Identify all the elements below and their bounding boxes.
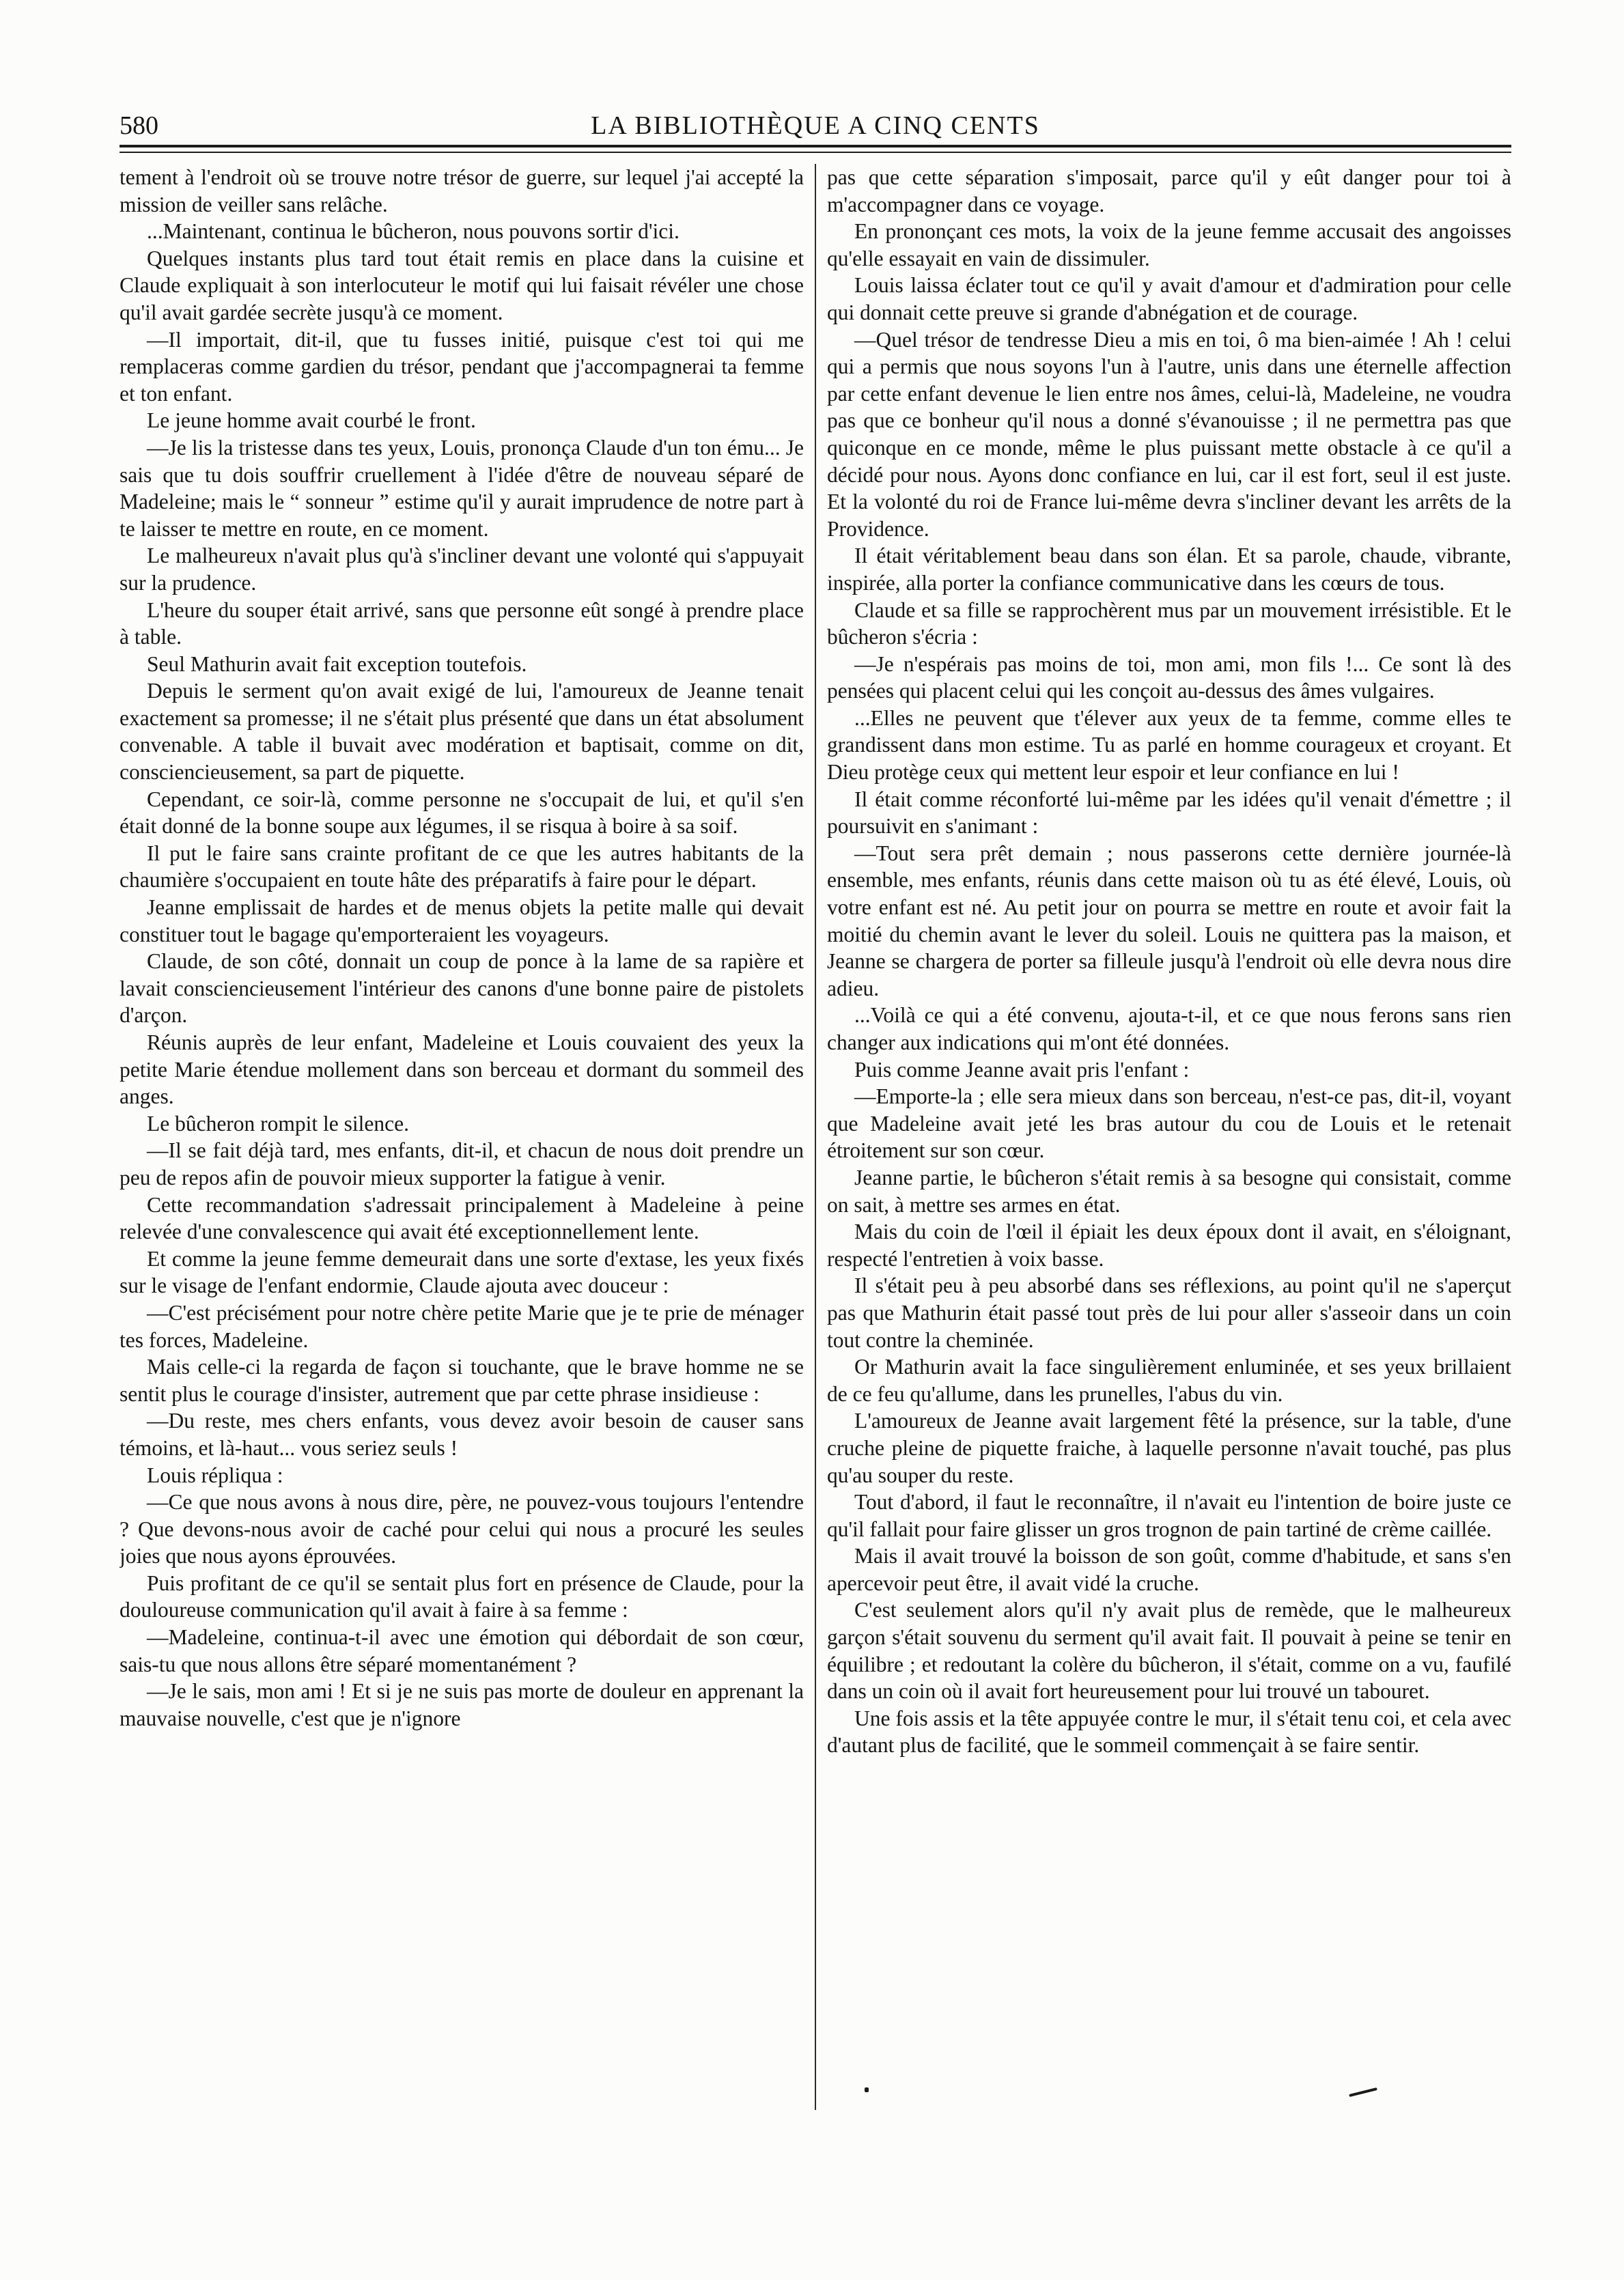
paragraph: —Je le sais, mon ami ! Et si je ne suis pas morte de douleur en apprenant la mauvaise nouvelle, c'est que je n'ignore [120,1679,804,1730]
running-title: LA BIBLIOTHÈQUE A CINQ CENTS [591,111,1040,140]
ink-dot-mark [865,2087,869,2092]
paragraph: tement à l'endroit où se trouve notre trésor de guerre, sur lequel j'ai accepté la mission de veiller sans relâche. [120,165,804,216]
paragraph: —Tout sera prêt demain ; nous passerons cette dernière journée-là ensemble, mes enfants, réunis dans cette maison où tu as été élevé, Louis, où votre enfant est né. Au petit jour on pourra se mettre en route et avoir fait la moitié du chemin avant le lever du soleil. Louis ne quittera pas la maison, et Jeanne se chargera de porter sa filleule jusqu'à l'endroit où elle devra nous dire adieu. [827,841,1511,1000]
paragraph: —Il se fait déjà tard, mes enfants, dit-il, et chacun de nous doit prendre un peu de repos afin de pouvoir mieux supporter la fatigue à venir. [120,1138,804,1190]
paragraph: Le jeune homme avait courbé le front. [147,408,476,433]
header-rule-thin [120,152,1511,153]
paragraph: ...Voilà ce qui a été convenu, ajouta-t-il, et ce que nous ferons sans rien changer aux indications qui m'ont été données. [827,1003,1511,1054]
paragraph: Jeanne emplissait de hardes et de menus objets la petite malle qui devait constituer tout le bagage qu'emporteraient les voyageurs. [120,895,804,946]
paragraph: Il était véritablement beau dans son élan. Et sa parole, chaude, vibrante, inspirée, alla porter la confiance communicative dans les cœurs de tous. [827,544,1511,595]
paragraph: Mais celle-ci la regarda de façon si touchante, que le brave homme ne se sentit plus le courage d'insister, autrement que par cette phrase insidieuse : [120,1355,804,1406]
paragraph: —Je n'espérais pas moins de toi, mon ami, mon fils !... Ce sont là des pensées qui placent celui qui les conçoit au-dessus des âmes vulgaires. [827,651,1511,703]
paragraph: Il put le faire sans crainte profitant de ce que les autres habitants de la chaumière s'occupaient en toute hâte des préparatifs à faire pour le départ. [120,841,804,892]
paragraph: Mais il avait trouvé la boisson de son goût, comme d'habitude, et sans s'en apercevoir peut être, il avait vidé la cruche. [827,1544,1511,1595]
column-divider [815,164,816,2110]
paragraph: Louis laissa éclater tout ce qu'il y avait d'amour et d'admiration pour celle qui donnait cette preuve si grande d'abnégation et de courage. [827,273,1511,324]
paragraph: Louis répliqua : [147,1463,283,1487]
paragraph: Depuis le serment qu'on avait exigé de lui, l'amoureux de Jeanne tenait exactement sa promesse; il ne s'était plus présenté que dans un état absolument convenable. A table il buvait avec modération et baptisait, comme on dit, consciencieusement, sa part de piquette. [120,679,804,785]
paragraph: Réunis auprès de leur enfant, Madeleine et Louis couvaient des yeux la petite Marie étendue mollement dans son berceau et dormant du sommeil des anges. [120,1030,804,1109]
paragraph: pas que cette séparation s'imposait, parce qu'il y eût danger pour toi à m'accompagner dans ce voyage. [827,165,1511,216]
paragraph: Et comme la jeune femme demeurait dans une sorte d'extase, les yeux fixés sur le visage de l'enfant endormie, Claude ajouta avec douceur : [120,1246,804,1298]
paragraph: Seul Mathurin avait fait exception toutefois. [147,651,527,676]
paragraph: C'est seulement alors qu'il n'y avait plus de remède, que le malheureux garçon s'était souvenu du serment qu'il avait fait. Il pouvait à peine se tenir en équilibre ; et redoutant la colère du bûcheron, il s'était, comme on a vu, faufilé dans un coin où il avait fort heureusement pour lui trouvé un tabouret. [827,1598,1511,1704]
paragraph: ...Elles ne peuvent que t'élever aux yeux de ta femme, comme elles te grandissent dans mon estime. Tu as parlé en homme courageux et croyant. Et Dieu protège ceux qui mettent leur espoir et leur confiance en lui ! [827,705,1511,785]
page-header [120,109,1511,142]
paragraph: —Je lis la tristesse dans tes yeux, Louis, prononça Claude d'un ton ému... Je sais que tu dois souffrir cruellement à l'idée d'être de nouveau séparé de Madeleine; mais le “ sonneur ” estime qu'il y aurait imprudence de notre part à te laisser te mettre en route, en ce moment. [120,435,804,541]
paragraph: —Il importait, dit-il, que tu fusses initié, puisque c'est toi qui me remplaceras comme gardien du trésor, pendant que j'accompagnerai ta femme et ton enfant. [120,327,804,406]
paragraph: Puis comme Jeanne avait pris l'enfant : [854,1057,1190,1082]
paragraph: Mais du coin de l'œil il épiait les deux époux dont il avait, en s'éloignant, respecté l'entretien à voix basse. [827,1220,1511,1271]
paragraph: ...Maintenant, continua le bûcheron, nous pouvons sortir d'ici. [147,219,680,244]
paragraph: Puis profitant de ce qu'il se sentait plus fort en présence de Claude, pour la douloureuse communication qu'il avait à faire à sa femme : [120,1571,804,1622]
paragraph: Le malheureux n'avait plus qu'à s'incliner devant une volonté qui s'appuyait sur la prudence. [120,544,804,595]
paragraph: En prononçant ces mots, la voix de la jeune femme accusait des angoisses qu'elle essayait en vain de dissimuler. [827,219,1511,270]
left-column [120,164,804,2117]
paragraph: Il était comme réconforté lui-même par les idées qu'il venait d'émettre ; il poursuivit en s'animant : [827,787,1511,839]
paragraph: Le bûcheron rompit le silence. [147,1111,409,1136]
paragraph: Claude, de son côté, donnait un coup de ponce à la lame de sa rapière et lavait consciencieusement l'intérieur des canons d'une bonne paire de pistolets d'arçon. [120,949,804,1028]
paragraph: L'heure du souper était arrivé, sans que personne eût songé à prendre place à table. [120,597,804,649]
paragraph: —Du reste, mes chers enfants, vous devez avoir besoin de causer sans témoins, et là-haut... vous seriez seuls ! [120,1409,804,1460]
paragraph: L'amoureux de Jeanne avait largement fêté la présence, sur la table, d'une cruche pleine de piquette fraiche, à laquelle personne n'avait touché, pas plus qu'au souper du reste. [827,1409,1511,1487]
header-rule-thick [120,145,1511,147]
paragraph: Il s'était peu à peu absorbé dans ses réflexions, au point qu'il ne s'aperçut pas que Mathurin était passé tout près de lui pour aller s'asseoir dans un coin tout contre la cheminée. [827,1273,1511,1352]
paragraph: Cette recommandation s'adressait principalement à Madeleine à peine relevée d'une convalescence qui avait été exceptionnellement lente. [120,1192,804,1244]
paragraph: Jeanne partie, le bûcheron s'était remis à sa besogne qui consistait, comme on sait, à mettre ses armes en état. [827,1165,1511,1217]
right-column [827,164,1511,2117]
paragraph: —Ce que nous avons à nous dire, père, ne pouvez-vous toujours l'entendre ? Que devons-nous avoir de caché pour celui qui nous a procuré les seules joies que nous ayons éprouvées. [120,1490,804,1568]
paragraph: —Emporte-la ; elle sera mieux dans son berceau, n'est-ce pas, dit-il, voyant que Madeleine avait jeté les bras autour du cou de Louis et le retenait étroitement sur son cœur. [827,1084,1511,1163]
page-number: 580 [120,111,158,140]
paragraph: —C'est précisément pour notre chère petite Marie que je te prie de ménager tes forces, Madeleine. [120,1300,804,1352]
paragraph: Or Mathurin avait la face singulièrement enluminée, et ses yeux brillaient de ce feu qu'allume, dans les prunelles, l'abus du vin. [827,1355,1511,1406]
paragraph: Quelques instants plus tard tout était remis en place dans la cuisine et Claude expliquait à son interlocuteur le motif qui lui faisait révéler une chose qu'il avait gardée secrète jusqu'à ce moment. [120,246,804,324]
paragraph: Cependant, ce soir-là, comme personne ne s'occupait de lui, et qu'il s'en était donné de la bonne soupe aux légumes, il se risqua à boire à sa soif. [120,787,804,839]
paragraph: —Quel trésor de tendresse Dieu a mis en toi, ô ma bien-aimée ! Ah ! celui qui a permis que nous soyons l'un à l'autre, unis dans une éternelle affection par cette enfant devenue le lien entre nos âmes, celui-là, Madeleine, ne voudra pas que ce bonheur qu'il nous a donné s'évanouisse ; il ne permettra pas que quiconque en ce monde, même le plus puissant mette obstacle à ce qu'il a décidé pour nous. Ayons donc confiance en lui, car il est fort, seul il est juste. Et la volonté du roi de France lui-même devra s'incliner devant les arrêts de la Providence. [827,327,1511,541]
paragraph: Claude et sa fille se rapprochèrent mus par un mouvement irrésistible. Et le bûcheron s'écria : [827,597,1511,649]
paragraph: Une fois assis et la tête appuyée contre le mur, il s'était tenu coi, et cela avec d'autant plus de facilité, que le sommeil commençait à se faire sentir. [827,1706,1511,1758]
paragraph: —Madeleine, continua-t-il avec une émotion qui débordait de son cœur, sais-tu que nous allons être séparé momentanément ? [120,1625,804,1676]
paragraph: Tout d'abord, il faut le reconnaître, il n'avait eu l'intention de boire juste ce qu'il fallait pour faire glisser un gros trognon de pain tartiné de crème caillée. [827,1490,1511,1541]
